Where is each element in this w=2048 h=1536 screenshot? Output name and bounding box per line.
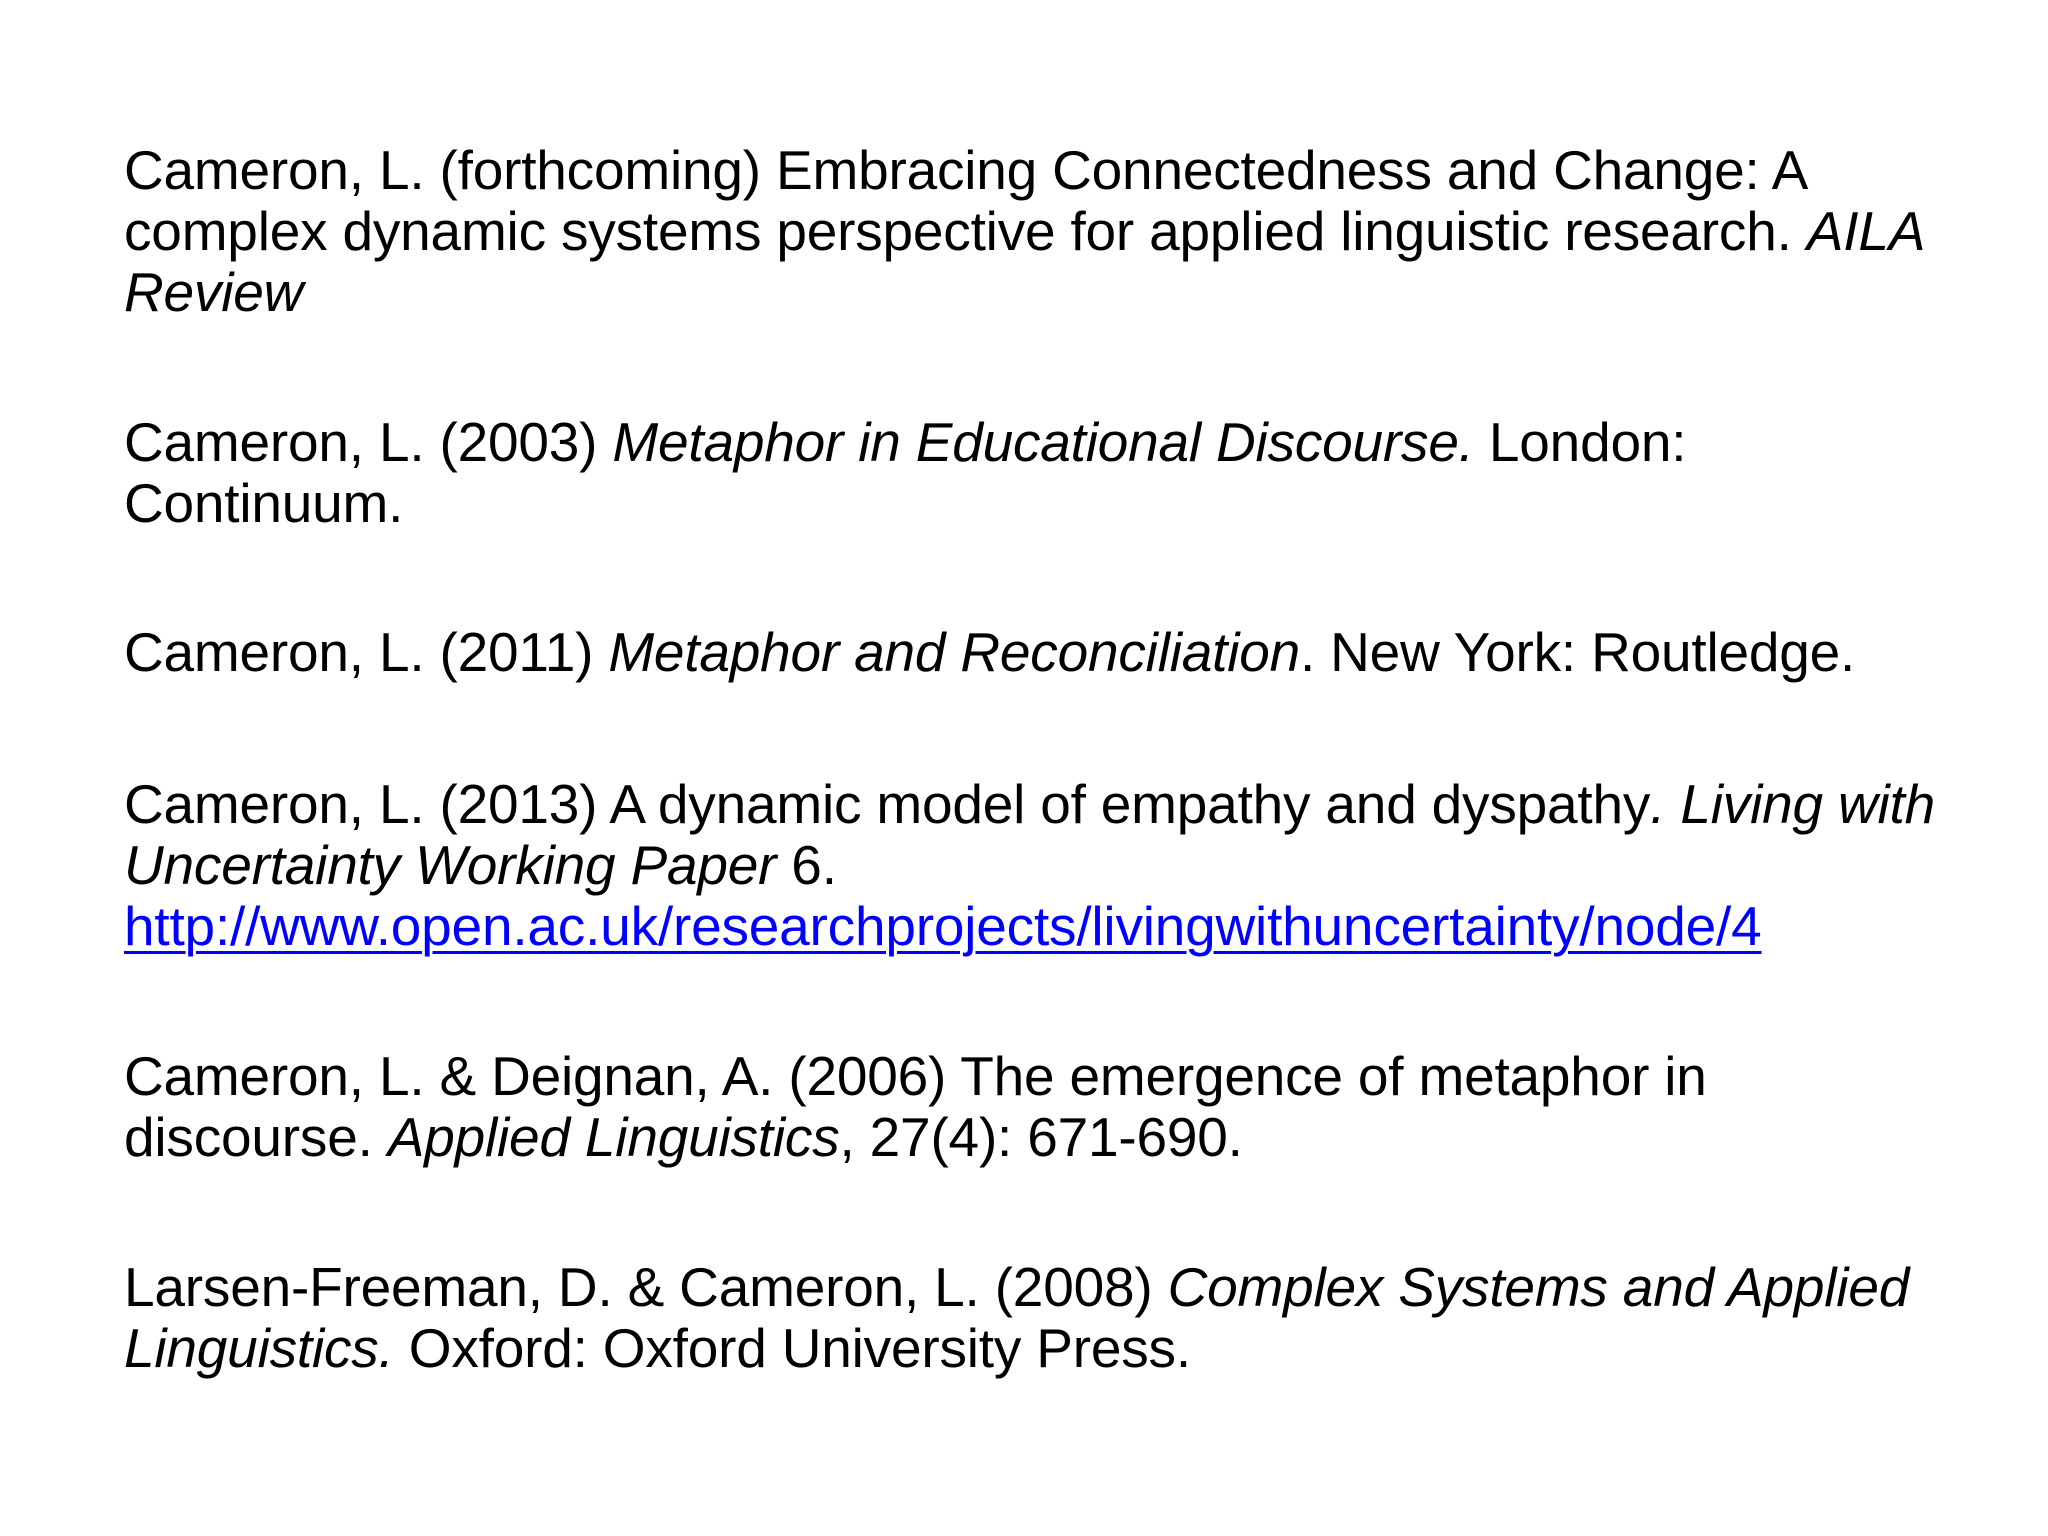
reference-text: 6. (776, 834, 837, 896)
reference-larsen-freeman-cameron-2008 (124, 1257, 2024, 1379)
series-title: . Living with (1650, 773, 1935, 835)
reference-line (124, 262, 2024, 323)
book-title: Metaphor in Educational Discourse. (612, 411, 1474, 473)
reference-line (124, 622, 2024, 683)
reference-line (124, 201, 2024, 262)
reference-line (124, 1107, 2024, 1168)
reference-cameron-2011 (124, 622, 2024, 683)
book-title: Metaphor and Reconciliation (608, 621, 1300, 683)
reference-line (124, 896, 2024, 957)
reference-text: . New York: Routledge. (1300, 621, 1856, 683)
reference-line (124, 1046, 2024, 1107)
reference-cameron-deignan-2006 (124, 1046, 2024, 1168)
reference-text: discourse. (124, 1106, 388, 1168)
reference-text: London: (1473, 411, 1687, 473)
reference-line (124, 1257, 2024, 1318)
reference-text: Larsen-Freeman, D. & Cameron, L. (2008) (124, 1256, 1168, 1318)
reference-line (124, 835, 2024, 896)
journal-title: Applied Linguistics (387, 1106, 840, 1168)
reference-text: Cameron, L. (2003) (124, 411, 613, 473)
reference-text: , 27(4): 671-690. (839, 1106, 1243, 1168)
reference-text: Oxford: Oxford University Press. (393, 1317, 1191, 1379)
reference-text: Cameron, L. (2011) (124, 621, 609, 683)
book-title: Complex Systems and Applied (1167, 1256, 1910, 1318)
reference-line (124, 473, 2024, 534)
journal-title: AILA (1806, 200, 1926, 262)
reference-line (124, 140, 2024, 201)
reference-text: complex dynamic systems perspective for applied linguistic research. (124, 200, 1807, 262)
reference-text: Cameron, L. (2013) A dynamic model of empathy and dyspathy (124, 773, 1651, 835)
reference-text: Cameron, L. & Deignan, A. (2006) The emergence of metaphor in (124, 1045, 1707, 1107)
reference-cameron-2013 (124, 774, 2024, 957)
book-title: Linguistics. (124, 1317, 394, 1379)
reference-url-link[interactable]: http://www.open.ac.uk/researchprojects/livingwithuncertainty/node/4 (124, 895, 1762, 957)
reference-line (124, 774, 2024, 835)
series-title: Uncertainty Working Paper (124, 834, 777, 896)
reference-line (124, 1318, 2024, 1379)
reference-cameron-2003 (124, 412, 2024, 534)
journal-title: Review (124, 261, 304, 323)
reference-text: Cameron, L. (forthcoming) Embracing Connectedness and Change: A (124, 139, 1809, 201)
reference-cameron-forthcoming (124, 140, 2024, 323)
reference-text: Continuum. (124, 472, 404, 534)
reference-line (124, 412, 2024, 473)
